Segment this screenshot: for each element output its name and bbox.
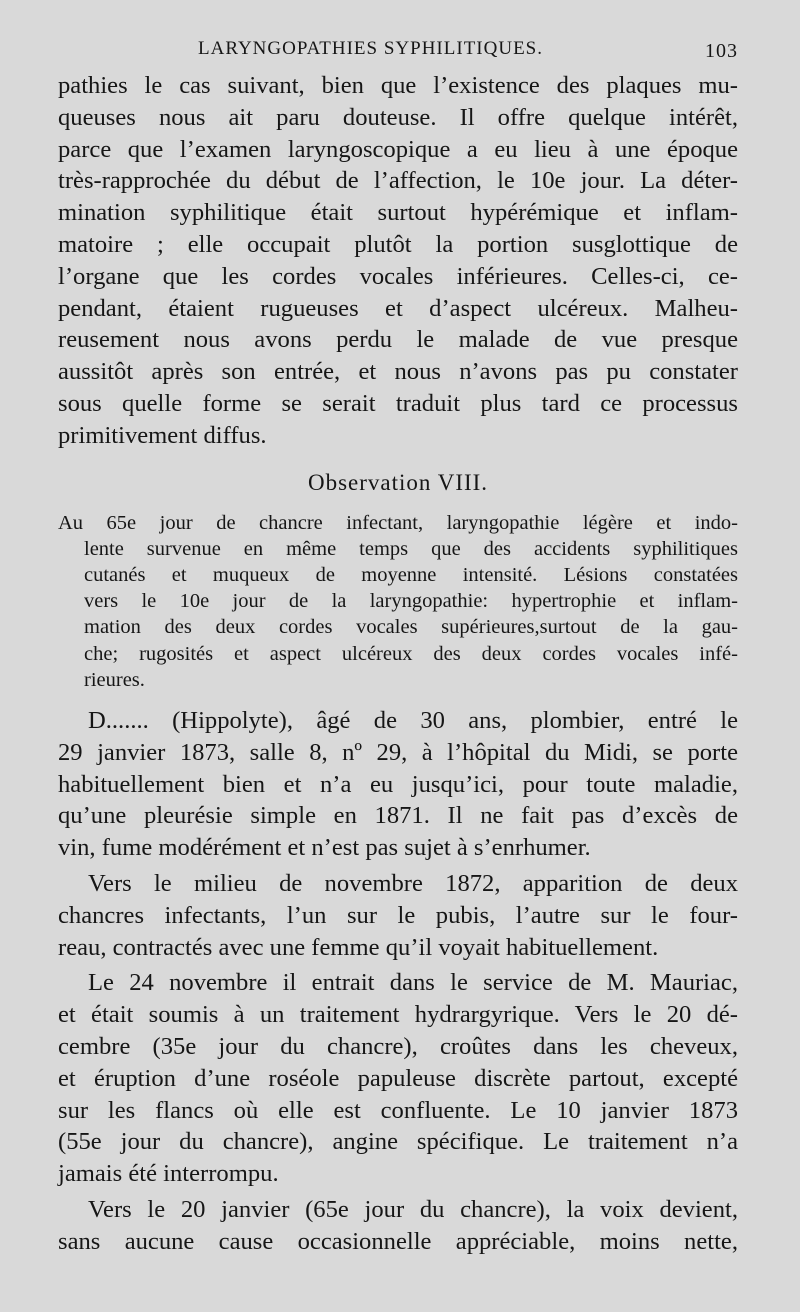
text-line: matoire ; elle occupait plutôt la portion susglottique de	[58, 230, 738, 258]
text-line: qu’une pleurésie simple en 1871. Il ne fait pas d’excès de	[58, 802, 738, 830]
summary-line: vers le 10e jour de la laryngopathie: hypertrophie et inflam-	[84, 590, 738, 613]
text-line: chancres infectants, l’un sur le pubis, l’autre sur le four-	[58, 901, 738, 929]
text-line: l’organe que les cordes vocales inférieures. Celles-ci, ce-	[58, 262, 738, 290]
text-line: (55e jour du chancre), angine spécifique. Le traitement n’a	[58, 1128, 738, 1156]
text-line: habituellement bien et n’a eu jusqu’ici, pour toute maladie,	[58, 770, 738, 798]
body-paragraph	[58, 1194, 738, 1258]
summary-line: Au 65e jour de chancre infectant, laryngopathie légère et indo-	[58, 511, 738, 534]
text-line: 29 janvier 1873, salle 8, nº 29, à l’hôpital du Midi, se porte	[58, 738, 738, 766]
text-line: mination syphilitique était surtout hypérémique et inflam-	[58, 199, 738, 227]
summary-line: mation des deux cordes vocales supérieures,surtout de la gau-	[84, 616, 738, 639]
summary-line: cutanés et muqueux de moyenne intensité. Lésions constatées	[84, 563, 738, 586]
text-line: pendant, étaient rugueuses et d’aspect ulcéreux. Malheu-	[58, 294, 738, 322]
observation-title: Observation VIII.	[307, 469, 489, 495]
page-header	[58, 34, 738, 68]
running-title: LARYNGOPATHIES SYPHILITIQUES.	[198, 38, 543, 59]
text-line: Le 24 novembre il entrait dans le service de M. Mauriac,	[88, 969, 738, 997]
body-paragraph	[58, 705, 738, 864]
intro-paragraph	[58, 70, 738, 452]
text-line: parce que l’examen laryngoscopique a eu lieu à une époque	[58, 135, 738, 163]
text-line: Vers le milieu de novembre 1872, apparition de deux	[88, 869, 738, 897]
text-line: vin, fume modérément et n’est pas sujet à s’enrhumer.	[58, 834, 591, 862]
observation-summary	[58, 510, 738, 693]
text-line: et éruption d’une roséole papuleuse discrète partout, excepté	[58, 1064, 738, 1092]
text-line: D....... (Hippolyte), âgé de 30 ans, plombier, entré le	[88, 706, 738, 734]
text-line: jamais été interrompu.	[58, 1160, 279, 1188]
body-paragraph	[58, 868, 738, 963]
text-line: reusement nous avons perdu le malade de vue presque	[58, 326, 738, 354]
body-paragraph	[58, 967, 738, 1190]
text-line: reau, contractés avec une femme qu’il voyait habituellement.	[58, 933, 659, 961]
text-line: sans aucune cause occasionnelle appréciable, moins nette,	[58, 1227, 738, 1255]
text-line: queuses nous ait paru douteuse. Il offre quelque intérêt,	[58, 103, 738, 131]
text-line: cembre (35e jour du chancre), croûtes dans les cheveux,	[58, 1032, 738, 1060]
text-line: Vers le 20 janvier (65e jour du chancre), la voix devient,	[88, 1195, 738, 1223]
summary-line: rieures.	[84, 668, 145, 691]
text-line: aussitôt après son entrée, et nous n’avons pas pu constater	[58, 358, 738, 386]
page-content	[58, 70, 738, 1258]
summary-line: che; rugosités et aspect ulcéreux des deux cordes vocales infé-	[84, 642, 738, 665]
text-line: sur les flancs où elle est confluente. Le 10 janvier 1873	[58, 1096, 738, 1124]
text-line: sous quelle forme se serait traduit plus tard ce processus	[58, 389, 738, 417]
summary-line: lente survenue en même temps que des accidents syphilitiques	[84, 537, 738, 560]
text-line: et était soumis à un traitement hydrargyrique. Vers le 20 dé-	[58, 1001, 738, 1029]
text-line: très-rapprochée du début de l’affection, le 10e jour. La déter-	[58, 167, 738, 195]
text-line: primitivement diffus.	[58, 421, 267, 449]
text-line: pathies le cas suivant, bien que l’existence des plaques mu-	[58, 72, 738, 99]
page-number: 103	[705, 40, 738, 62]
